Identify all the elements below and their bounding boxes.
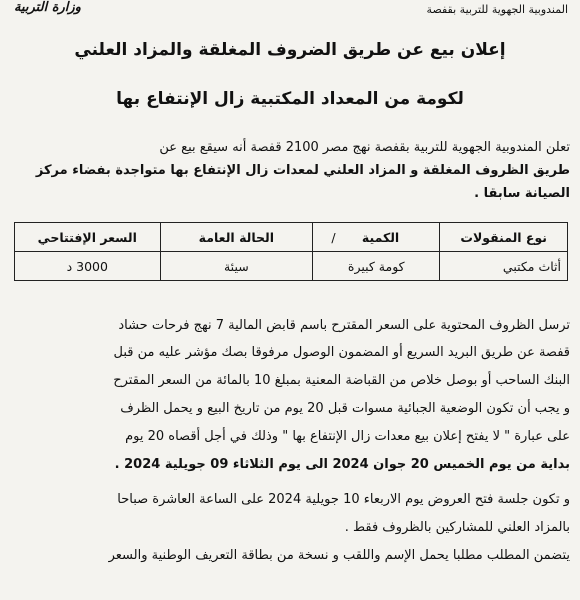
body-line-8: بالمزاد العلني للمشاركين بالظروف فقط . bbox=[344, 520, 570, 535]
col-type-header: نوع المنقولات bbox=[440, 223, 568, 252]
body-line-2: قفصة عن طريق البريد السريع أو المضمون الوصول مرفوقا بصك مؤشر عليه من قبل bbox=[113, 345, 570, 360]
intro-line-2: طريق الظروف المغلقة و المزاد العلني لمعدات زال الإنتفاع بها متواجدة بفضاء مركز bbox=[35, 163, 570, 178]
cell-quantity: كومة كبيرة bbox=[313, 252, 440, 281]
body-line-1: ترسل الظروف المحتوية على السعر المقترح باسم قابض المالية 7 نهج فرحات حشاد bbox=[118, 318, 570, 333]
body-line-9: يتضمن المطلب مطلبا يحمل الإسم واللقب و نسخة من بطاقة التعريف الوطنية والسعر bbox=[108, 548, 570, 563]
body-line-6: بداية من يوم الخميس 20 جوان 2024 الى يوم الثلاثاء 09 جويلية 2024 . bbox=[114, 457, 570, 472]
body-line-4: و يجب أن تكون الوضعية الجبائية مسوات قبل 20 يوم من تاريخ البيع و يحمل الظرف bbox=[120, 401, 570, 416]
table-header-row bbox=[15, 223, 568, 252]
col-price-header: السعر الإفتتاحي bbox=[15, 223, 161, 252]
cell-price: 3000 د bbox=[15, 252, 161, 281]
cell-type: أثاث مكتبي bbox=[440, 252, 568, 281]
col-condition-header: الحالة العامة bbox=[160, 223, 313, 252]
body-line-3: البنك الساحب أو بوصل خلاص من القباضة المعنية بمبلغ 10 بالمائة من السعر المقترح bbox=[113, 373, 570, 388]
goods-table bbox=[14, 222, 568, 281]
cell-condition: سيئة bbox=[160, 252, 313, 281]
ministry-logo-text: وزارة التربية bbox=[14, 0, 81, 15]
col-quantity-header bbox=[313, 223, 440, 252]
col-quantity-slash: / bbox=[331, 229, 336, 245]
intro-line-3: الصيانة سابقا . bbox=[474, 186, 570, 201]
table-row bbox=[15, 252, 568, 281]
announcement-subtitle: لكومة من المعداد المكتبية زال الإنتفاع بها bbox=[116, 89, 464, 109]
body-line-5: على عبارة " لا يفتح إعلان بيع معدات زال الإنتفاع بها " وذلك في أجل أقصاه 20 يوم bbox=[125, 429, 570, 444]
announcement-title: إعلان بيع عن طريق الضروف المغلقة والمزاد العلني bbox=[74, 40, 506, 60]
intro-line-1: تعلن المندوبية الجهوية للتربية بقفصة نهج مصر 2100 قفصة أنه سيقع بيع عن bbox=[159, 140, 570, 155]
body-line-7: و تكون جلسة فتح العروض يوم الاربعاء 10 جويلية 2024 على الساعة العاشرة صباحا bbox=[117, 492, 570, 507]
col-quantity-label: الكمية bbox=[361, 229, 400, 245]
office-header: المندوبية الجهوية للتربية بقفصة bbox=[426, 3, 568, 16]
